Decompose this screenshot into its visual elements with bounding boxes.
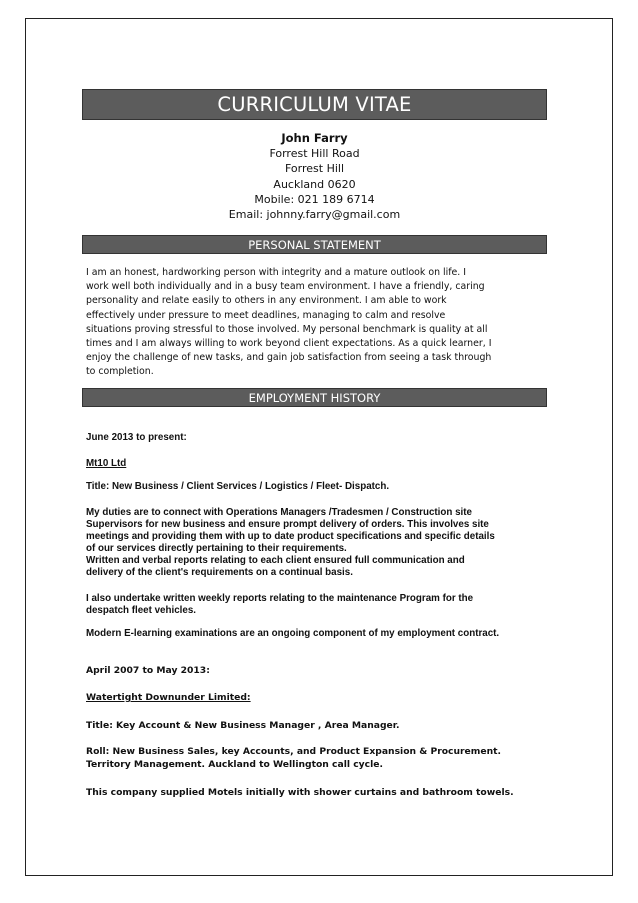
statement-line: work well both individually and in a busy team environment. I have a friendly, caring [86,281,485,293]
cv-title: CURRICULUM VITAE [217,93,412,116]
job2-roll-line: Territory Management. Auckland to Wellington call cycle. [86,759,383,770]
job1-reports-line: I also undertake written weekly reports relating to the maintenance Program for the [86,593,474,604]
statement-line: situations proving stressful to those involved. My personal benchmark is quality at all [86,323,488,335]
job1-duty-line: Written and verbal reports relating to each client ensured full communication and [86,555,465,566]
statement-line: effectively under pressure to meet deadlines, managing to calm and resolve [86,309,446,321]
job2-supply: This company supplied Motels initially with shower curtains and bathroom towels. [86,787,514,798]
statement-line: times and I am always willing to work beyond client expectations. As a quick learner, I [86,338,492,350]
job2-title: Title: Key Account & New Business Manager , Area Manager. [86,720,400,731]
job2-roll-line: Roll: New Business Sales, key Accounts, and Product Expansion & Procurement. [86,746,502,757]
job1-duty-line: My duties are to connect with Operations Managers /Tradesmen / Construction site [86,507,472,518]
personal-statement-heading: PERSONAL STATEMENT [248,238,381,252]
job1-period: June 2013 to present: [86,432,187,443]
address-line-3: Auckland 0620 [273,177,356,191]
job1-duty-line: meetings and providing them with up to date product specifications and specific details [86,531,495,542]
job1-duty-line: of our services directly pertaining to their requirements. [86,543,347,554]
job1-title: Title: New Business / Client Services / Logistics / Fleet- Dispatch. [86,481,390,492]
employment-history-heading: EMPLOYMENT HISTORY [248,391,381,405]
job1-duty-line: delivery of the client's requirements on a continual basis. [86,567,353,578]
job1-reports-line: despatch fleet vehicles. [86,605,196,616]
statement-line: enjoy the challenge of new tasks, and gain job satisfaction from seeing a task through [86,352,492,364]
address-line-1: Forrest Hill Road [269,147,360,161]
job1-duty-line: Supervisors for new business and ensure prompt delivery of orders. This involves site [86,519,489,530]
mobile-number: Mobile: 021 189 6714 [254,192,375,206]
cv-title-banner [82,89,547,120]
contact-block [82,131,547,222]
statement-line: personality and relate easily to others in any environment. I am able to work [86,295,447,307]
personal-statement-text [86,266,526,380]
statement-line: I am an honest, hardworking person with integrity and a mature outlook on life. I [86,267,466,278]
employment-history-banner [82,388,547,407]
address-line-2: Forrest Hill [284,162,345,176]
email-address: Email: johnny.farry@gmail.com [228,208,401,222]
job1-elearning: Modern E-learning examinations are an ongoing component of my employment contract. [86,628,500,639]
job2-period: April 2007 to May 2013: [86,665,210,676]
personal-statement-banner [82,235,547,254]
job1-company: Mt10 Ltd [86,458,127,469]
statement-line: to completion. [86,366,154,378]
candidate-name: John Farry [281,131,348,145]
job2-company: Watertight Downunder Limited: [86,692,251,703]
